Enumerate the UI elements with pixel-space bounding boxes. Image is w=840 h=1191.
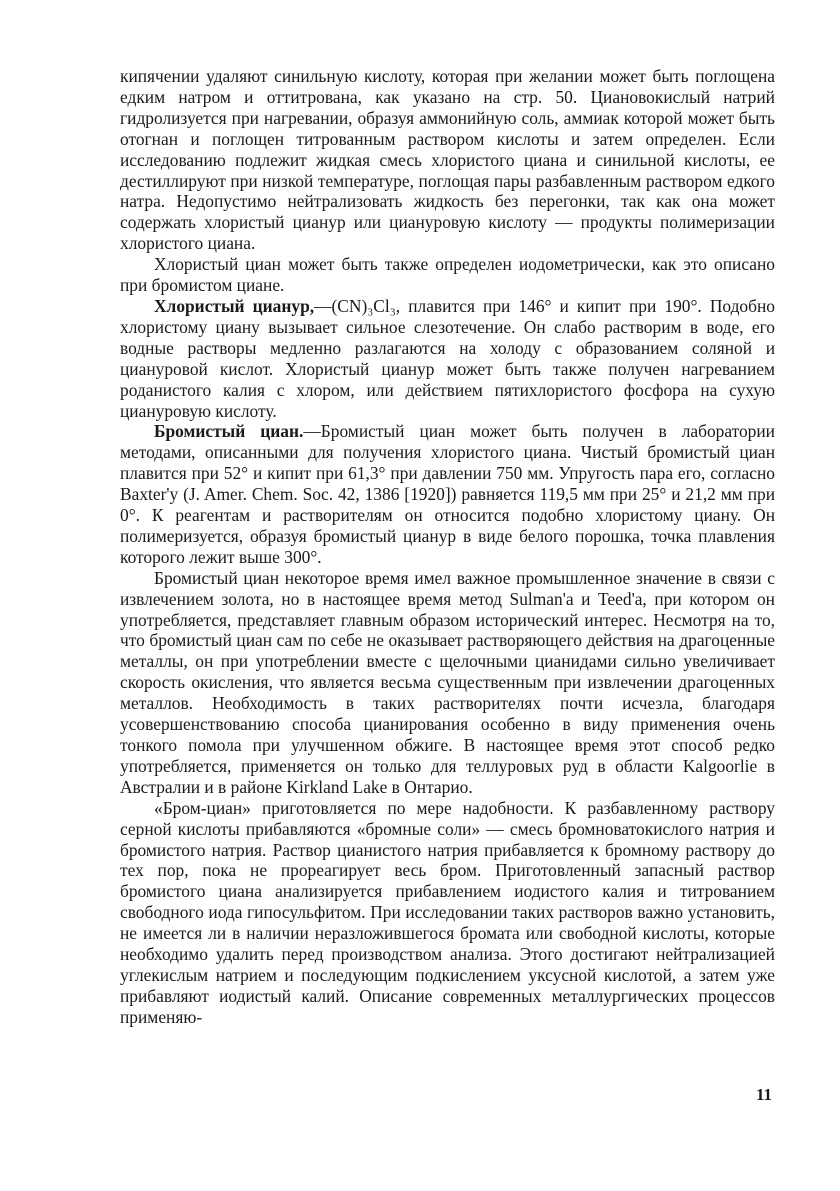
- paragraph-4-heading: Бромистый циан.: [154, 421, 304, 442]
- paragraph-6-text: «Бром-циан» приготовляется по мере надобности. К разбавленному раствору серной кислоты прибавляются «бромные соли» — смесь бромноватокислого натрия и бромистого натрия. Раствор цианистого натрия прибавляется к бромному раствору до тех пор, пока не прореагирует весь бром. Приготовленный запасный раствор бромистого циана анализируется прибавлением иодистого калия и титрованием свободного иода гипосульфитом. При исследовании таких растворов важно установить, не имеется ли в наличии неразложившегося бромата или свободной кислоты, которые необходимо удалить перед производством анализа. Этого достигают нейтрализацией углекислым натрием и последующим подкислением уксусной кислотой, а затем уже прибавляют иодистый калий. Описание современных металлургических процессов применяю-: [120, 797, 775, 1027]
- paragraph-3: [120, 296, 775, 421]
- paragraph-3-text: —(CN)₃Cl₃, плавится при 146° и кипит при 190°. Подобно хлористому циану вызывает сильное слезотечение. Он слабо растворим в воде, его водные растворы медленно разлагаются на холоду с образованием соляной и циануровой кислот. Хлористый цианур может быть также получен нагреванием роданистого калия с хлором, или действием пятихлористого фосфора на сухую циануровую кислоту.: [120, 295, 775, 421]
- page-body: [120, 66, 775, 1028]
- paragraph-2-text: Хлористый циан может быть также определен иодометрически, как это описано при бромистом циане.: [120, 254, 775, 296]
- paragraph-5: [120, 568, 775, 798]
- page-number: 11: [755, 1085, 772, 1104]
- paragraph-2: [120, 254, 775, 296]
- paragraph-5-text: Бромистый циан некоторое время имел важное промышленное значение в связи с извлечением золота, но в настоящее время метод Sulman'a и Teed'a, при котором он употребляется, представляет главным образом исторический интерес. Несмотря на то, что бромистый циан сам по себе не оказывает растворяющего действия на драгоценные металлы, он при употреблении вместе с щелочными цианидами сильно увеличивает скорость окисления, что является весьма существенным при извлечении драгоценных металлов. Необходимость в таких растворителях почти исчезла, благодаря усовершенствованию способа цианирования особенно в виду применения очень тонкого помола при улучшенном обжиге. В настоящее время этот способ редко употребляется, применяется он только для теллуровых руд в области Kalgoorlie в Австралии и в районе Kirkland Lake в Онтарио.: [120, 567, 775, 797]
- paragraph-3-heading: Хлористый цианур,: [154, 295, 315, 316]
- paragraph-4: [120, 421, 775, 567]
- paragraph-4-text: —Бромистый циан может быть получен в лаборатории методами, описанными для получения хлористого циана. Чистый бромистый циан плавится при 52° и кипит при 61,3° при давлении 750 мм. Упругость пара его, согласно Baxter'у (J. Amer. Chem. Soc. 42, 1386 [1920]) равняется 119,5 мм при 25° и 21,2 мм при 0°. К реагентам и растворителям он относится подобно хлористому циану. Он полимеризуется, образуя бромистый цианур в виде белого порошка, точка плавления которого лежит выше 300°.: [120, 421, 775, 567]
- paragraph-6: [120, 798, 775, 1028]
- paragraph-1-text: кипячении удаляют синильную кислоту, которая при желании может быть поглощена едким натром и оттитрована, как указано на стр. 50. Циановокислый натрий гидролизуется при нагревании, образуя аммонийную соль, аммиак которой может быть отогнан и поглощен титрованным раствором кислоты и затем определен. Если исследованию подлежит жидкая смесь хлористого циана и синильной кислоты, ее дестиллируют при низкой температуре, поглощая пары разбавленным раствором едкого натра. Недопустимо нейтрализовать жидкость без перегонки, так как она может содержать хлористый цианур или циануровую кислоту — продукты полимеризации хлористого циана.: [120, 66, 775, 254]
- paragraph-1: [120, 66, 775, 254]
